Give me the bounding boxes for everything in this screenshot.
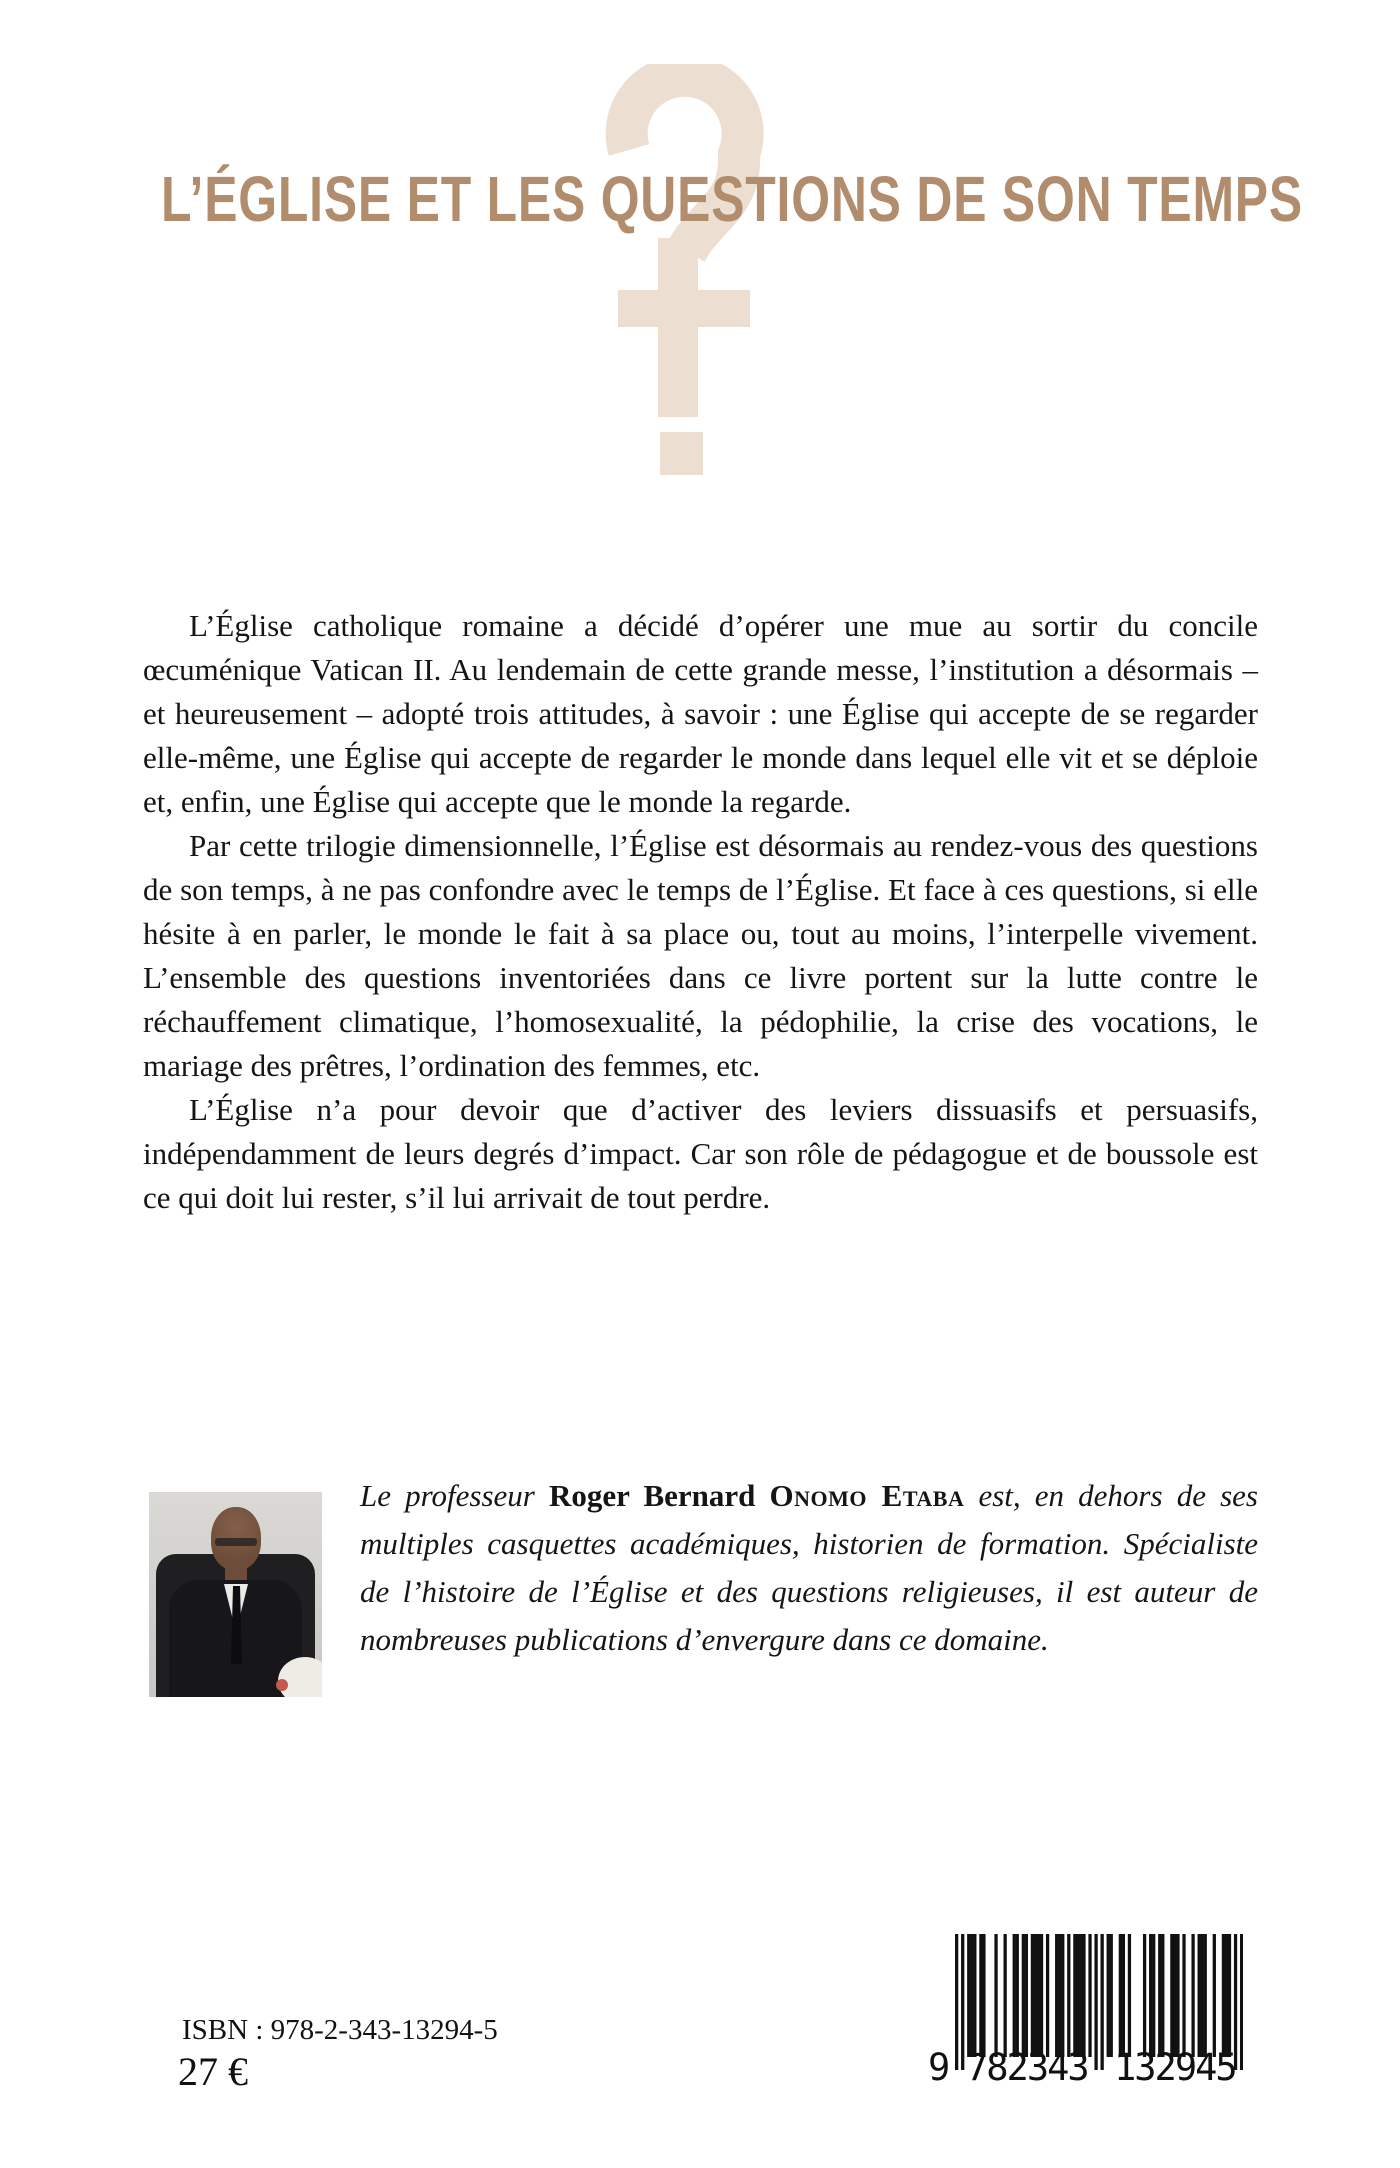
author-photo (149, 1492, 322, 1697)
isbn-text: ISBN : 978-2-343-13294-5 (182, 2014, 498, 2046)
barcode-digit-first: 9 (928, 2046, 949, 2089)
price-text: 27 € (178, 2049, 248, 2094)
bio-rest: est, en dehors de ses multiples casquettes académiques, historien de formation. Spécialiste de l’histoire de l’Église et des questions religieuses, il est auteur de nombreuses publications d’envergure dans ce domaine. (360, 1478, 1258, 1657)
book-title-text: L’ÉGLISE ET LES QUESTIONS DE SON TEMPS (161, 163, 1303, 235)
synopsis (143, 604, 1258, 1220)
author-name: Roger Bernard (549, 1478, 770, 1513)
question-mark-watermark-icon (596, 64, 766, 480)
bio-prefix: Le professeur (360, 1478, 549, 1513)
barcode-digits-left-group: 782343 (966, 2046, 1088, 2089)
synopsis-paragraph-1: L’Église catholique romaine a décidé d’opérer une mue au sortir du concile œcuménique Vatican II. Au lendemain de cette grande messe, l’institution a désormais – et heureusement – adopté trois attitudes, à savoir : une Église qui accepte de se regarder elle-même, une Église qui accepte de regarder le monde dans lequel elle vit et se déploie et, enfin, une Église qui accepte que le monde la regarde. (143, 608, 1258, 819)
photo-glasses (215, 1538, 257, 1546)
author-surname: Onomo Etaba (769, 1478, 965, 1513)
ean13-barcode (928, 1934, 1252, 2096)
barcode-digits-right-group: 132945 (1114, 2046, 1236, 2089)
photo-flower-dot (276, 1679, 288, 1691)
synopsis-paragraph-2: Par cette trilogie dimensionnelle, l’Église est désormais au rendez-vous des questions de son temps, à ne pas confondre avec le temps de l’Église. Et face à ces questions, si elle hésite à en parler, le monde le fait à sa place ou, tout au moins, l’interpelle vivement. L’ensemble des questions inventoriées dans ce livre portent sur la lutte contre le réchauffement climatique, l’homosexualité, la pédophilie, la crise des vocations, le mariage des prêtres, l’ordination des femmes, etc. (143, 828, 1258, 1083)
synopsis-paragraph-3: L’Église n’a pour devoir que d’activer des leviers dissuasifs et persuasifs, indépendamment de leurs degrés d’impact. Car son rôle de pédagogue et de boussole est ce qui doit lui rester, s’il lui arrivait de tout perdre. (143, 1092, 1258, 1215)
author-bio (360, 1472, 1258, 1664)
page-title (0, 156, 1400, 242)
